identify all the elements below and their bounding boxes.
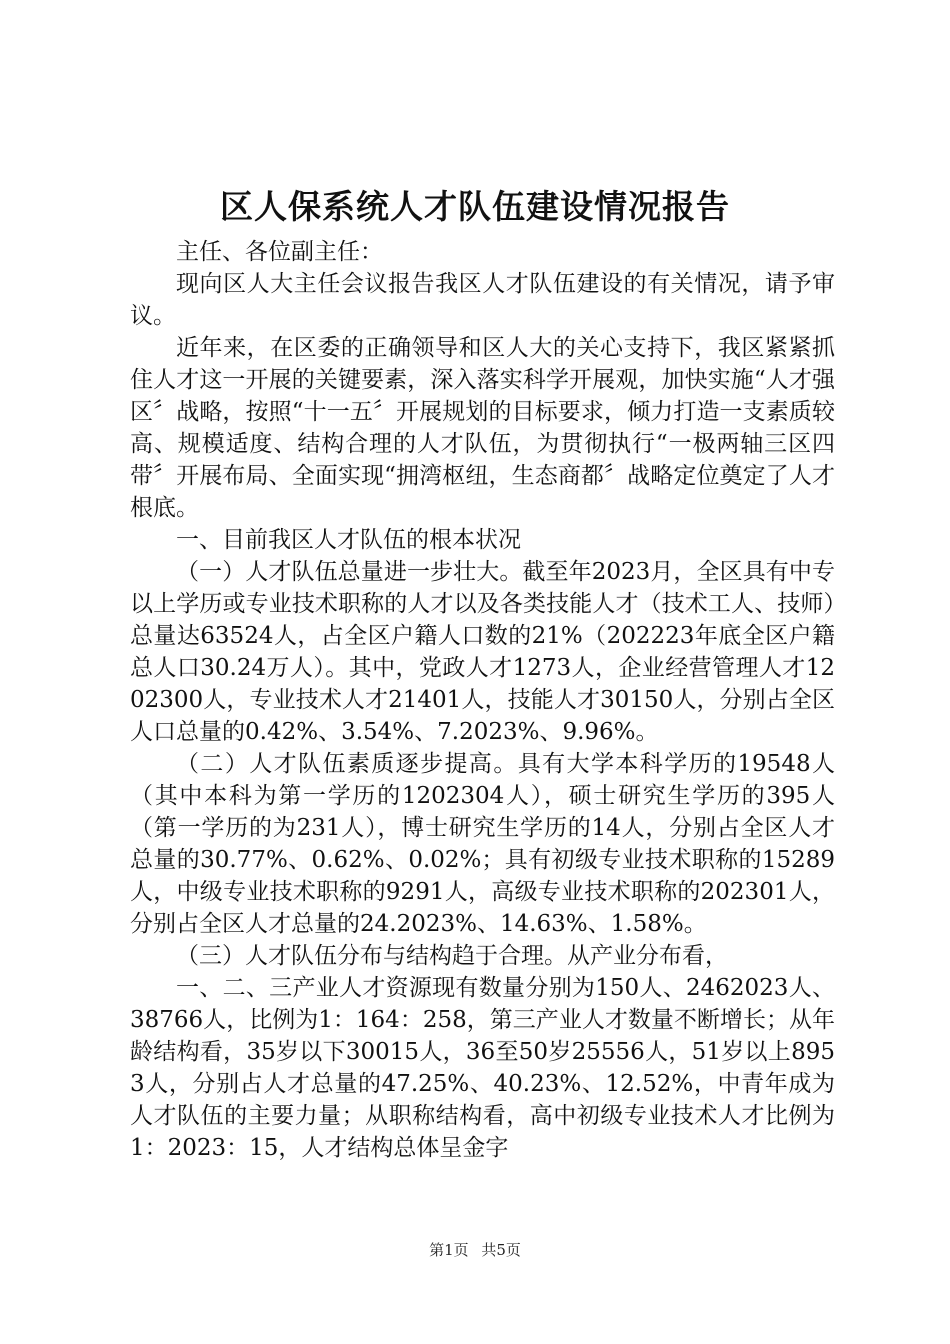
document-body <box>130 236 835 1164</box>
subsection-quality-paragraph: （二）人才队伍素质逐步提高。具有大学本科学历的19548人（其中本科为第一学历的1202304人），硕士研究生学历的395人（第一学历的为231人），博士研究生学历的14人，分别占全区人才总量的30.77%、0.62%、0.02%；具有初级专业技术职称的15289人，中级专业技术职称的9291人，高级专业技术职称的202301人，分别占全区人才总量的24.2023%、14.63%、1.58%。 <box>130 751 835 937</box>
page-total: 共5页 <box>481 1241 521 1259</box>
overview-paragraph: 近年来，在区委的正确领导和区人大的关心支持下，我区紧紧抓住人才这一开展的关键要素，深入落实科学开展观，加快实施“人才强区〞战略，按照“十一五〞开展规划的目标要求，倾力打造一支素质较高、规模适度、结构合理的人才队伍，为贯彻执行“一极两轴三区四带〞开展布局、全面实现“拥湾枢纽，生态商都〞战略定位奠定了人才根底。 <box>130 335 835 521</box>
salutation-paragraph: 主任、各位副主任： <box>176 239 383 265</box>
page-number: 第1页 <box>429 1241 469 1259</box>
subsection-total-paragraph: （一）人才队伍总量进一步壮大。截至年2023月，全区具有中专以上学历或专业技术职称的人才以及各类技能人才（技术工人、技师）总量达63524人，占全区户籍人口数的21%（202223年底全区户籍总人口30.24万人）。其中，党政人才1273人，企业经营管理人才1202300人，专业技术人才21401人，技能人才30150人，分别占全区人口总量的0.42%、3.54%、7.2023%、9.96%。 <box>130 559 835 745</box>
intro-paragraph: 现向区人大主任会议报告我区人才队伍建设的有关情况，请予审议。 <box>130 271 835 329</box>
page-footer <box>0 1240 950 1260</box>
document-title: 区人保系统人才队伍建设情况报告 <box>220 187 730 226</box>
section-heading: 一、目前我区人才队伍的根本状况 <box>176 527 521 553</box>
subsection-structure-paragraph: 一、二、三产业人才资源现有数量分别为150人、2462023人、38766人，比例为1：164：258，第三产业人才数量不断增长；从年龄结构看，35岁以下30015人，36至50岁25556人，51岁以上8953人，分别占人才总量的47.25%、40.23%、12.52%，中青年成为人才队伍的主要力量；从职称结构看，高中初级专业技术人才比例为1：2023：15，人才结构总体呈金字 <box>130 975 835 1161</box>
subsection-structure-heading: （三）人才队伍分布与结构趋于合理。从产业分布看， <box>176 943 728 969</box>
